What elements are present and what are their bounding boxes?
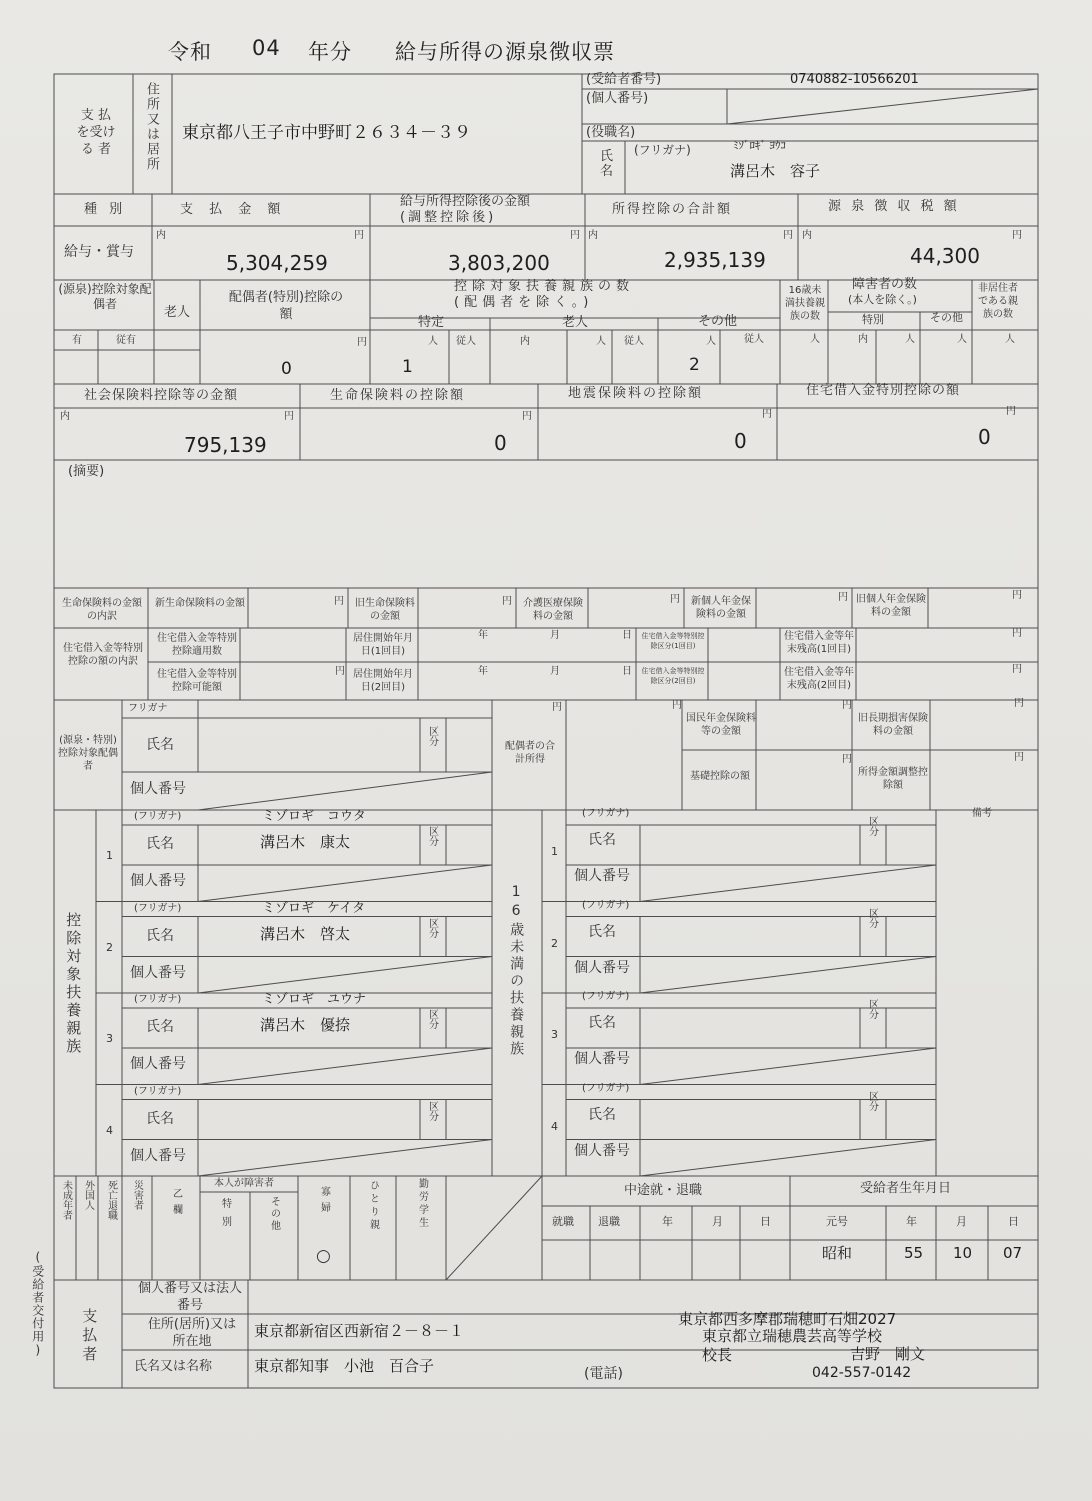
under16-kubun-label: 区分 xyxy=(866,999,878,1019)
grid-line xyxy=(640,865,936,902)
birth-era: 昭和 xyxy=(822,1244,853,1262)
year-mark: 年 xyxy=(662,1215,673,1228)
payer-address: 東京都新宿区西新宿２－８－１ xyxy=(254,1322,465,1340)
old-life-label: 旧生命保険料の金額 xyxy=(355,598,415,622)
birth-month: 10 xyxy=(953,1244,973,1262)
yen-mark: 円 xyxy=(357,337,367,348)
disabled-special-header: 特別 xyxy=(862,313,884,326)
in-mark: 内 xyxy=(60,411,70,422)
disaster-flag-label: 災害者 xyxy=(131,1180,143,1210)
pay-header: 支 払 金 額 xyxy=(180,202,287,217)
personal-no-label: (個人番号) xyxy=(586,91,649,106)
balance1-label: 住宅借入金等年末残高(1回目) xyxy=(784,631,854,655)
dependent-furigana-label: (フリガナ) xyxy=(134,994,182,1005)
yen-mark: 円 xyxy=(1014,752,1024,763)
under16-row-no: 1 xyxy=(551,845,558,858)
yen-mark: 円 xyxy=(672,700,682,711)
life-ins-value: 0 xyxy=(494,431,507,455)
dependent-personal-no-label: 個人番号 xyxy=(130,1147,186,1164)
recipient-no-label: (受給者番号) xyxy=(586,72,662,87)
elderly-spouse-header: 老人 xyxy=(164,305,191,320)
stamp-school: 東京都立瑞穂農芸高等学校 xyxy=(702,1327,883,1345)
recipient-furigana: ﾐｿﾞﾛｷﾞ ﾖｳｺ xyxy=(733,139,786,152)
start2-label: 居住開始年月日(2回目) xyxy=(353,669,413,693)
dependents-label: 控除対象扶養親族 xyxy=(64,912,83,1056)
yen-mark: 円 xyxy=(838,592,848,603)
month-mark: 月 xyxy=(712,1215,723,1228)
widow-flag-label: 寡婦 xyxy=(318,1186,330,1218)
birth-label: 受給者生年月日 xyxy=(860,1181,952,1196)
housing-breakdown-label: 住宅借入金等特別控除の額の内訳 xyxy=(63,643,143,667)
birth-year: 55 xyxy=(904,1244,924,1262)
grid-line xyxy=(640,1140,936,1177)
yen-mark: 円 xyxy=(1006,406,1016,417)
housing-loan-value: 0 xyxy=(978,425,991,449)
dependent-furigana-label: (フリガナ) xyxy=(134,902,182,914)
adjust-label: 所得金額調整控除額 xyxy=(858,767,928,791)
spouse-name-label: 氏名 xyxy=(146,737,174,753)
dependent-mark: 従人 xyxy=(744,334,764,345)
stamp-name: 吉野 剛文 xyxy=(850,1345,926,1363)
tax-header: 源 泉 徴 収 税 額 xyxy=(828,199,960,214)
summary-label: (摘要) xyxy=(68,464,105,479)
era-label: 令和 xyxy=(168,40,212,64)
yen-mark: 円 xyxy=(670,594,680,605)
position-label: (役職名) xyxy=(586,125,636,140)
yen-mark: 円 xyxy=(783,230,793,241)
foreign-flag-label: 外国人 xyxy=(82,1180,94,1210)
housing-count-label: 住宅借入金等特別控除適用数 xyxy=(157,633,237,657)
spouse-furigana-label: フリガナ xyxy=(128,703,168,714)
under16-furigana-label: (フリガナ) xyxy=(582,808,630,819)
start1-label: 居住開始年月日(1回目) xyxy=(353,633,413,657)
under16-row-no: 2 xyxy=(551,936,558,950)
new-life-label: 新生命保険料の金額 xyxy=(155,598,245,609)
yen-mark: 円 xyxy=(842,754,852,765)
type-header: 種 別 xyxy=(84,202,127,217)
dependent-furigana-label: (フリガナ) xyxy=(134,1085,182,1097)
after-amount: 3,803,200 xyxy=(448,251,550,275)
person-mark: 人 xyxy=(596,336,606,347)
under16-furigana-label: (フリガナ) xyxy=(582,991,630,1002)
dependents-header: 控除対象扶養親族の数 xyxy=(454,279,635,294)
recipient-address: 東京都八王子市中野町２６３４－３９ xyxy=(182,123,471,143)
name-label: 氏 名 xyxy=(600,149,614,179)
dependent-name-label: 氏名 xyxy=(146,1019,174,1035)
dependents-header-2: (配偶者を除く。) xyxy=(454,295,594,310)
yen-mark: 円 xyxy=(1012,590,1022,601)
day-mark: 日 xyxy=(760,1215,771,1228)
birth-day: 07 xyxy=(1003,1244,1023,1262)
yen-mark: 円 xyxy=(552,702,562,713)
recipient-name: 溝呂木 容子 xyxy=(730,162,821,180)
care-label: 介護医療保険料の金額 xyxy=(523,598,583,622)
housing-possible-label: 住宅借入金等特別控除可能額 xyxy=(157,669,237,693)
under16-kubun-label: 区分 xyxy=(866,816,878,836)
other-header: その他 xyxy=(698,314,738,329)
dependent-row-no: 2 xyxy=(106,940,113,954)
under16-name-label: 氏名 xyxy=(588,923,616,940)
kubun1-label: 住宅借入金等特別控除区分(1回目) xyxy=(641,632,705,650)
grid-line xyxy=(198,865,492,902)
payer-address-label: 住所(居所)又は所在地 xyxy=(147,1317,237,1349)
dependent-name: 溝呂木 優捺 xyxy=(260,1016,351,1034)
under16-dependents-label: 16歳未満の扶養親族 xyxy=(508,884,525,1058)
grid-line xyxy=(198,1140,492,1177)
other-count: 2 xyxy=(689,355,700,375)
dependent-row-no: 4 xyxy=(106,1123,113,1137)
dependent-kubun-label: 区分 xyxy=(426,1100,438,1121)
old-pension-label: 旧個人年金保険料の金額 xyxy=(856,594,926,618)
yen-mark: 円 xyxy=(1014,698,1024,709)
spouse-kubun-label: 区分 xyxy=(426,726,438,746)
day-mark: 日 xyxy=(1008,1215,1019,1228)
death-flag-label: 死亡退職 xyxy=(105,1180,117,1220)
under16-kubun-label: 区分 xyxy=(866,907,878,928)
dependent-name: 溝呂木 啓太 xyxy=(260,924,351,943)
stamp-phone: 042-557-0142 xyxy=(812,1365,912,1381)
month-mark: 月 xyxy=(956,1215,967,1228)
spouse-personal-no-label: 個人番号 xyxy=(130,781,186,797)
self-disabled-label: 本人が障害者 xyxy=(214,1178,274,1189)
phone-label: (電話) xyxy=(584,1366,623,1382)
dependent-furigana: ミゾロギ ケイタ xyxy=(262,900,366,916)
person-mark: 人 xyxy=(428,336,438,347)
under16-row-no: 4 xyxy=(551,1119,558,1133)
self-disabled-other: その他 xyxy=(268,1196,280,1232)
recipient-no: 0740882-10566201 xyxy=(790,72,919,87)
furigana-label: (フリガナ) xyxy=(634,143,691,157)
quake-ins-value: 0 xyxy=(734,429,747,453)
page-title: 給与所得の源泉徴収票 xyxy=(395,40,615,64)
specific-count: 1 xyxy=(402,357,413,377)
housing-loan-header: 住宅借入金特別控除の額 xyxy=(806,383,961,398)
self-disabled-special: 特別 xyxy=(219,1198,231,1234)
social-ins-value: 795,139 xyxy=(184,433,267,457)
under16-furigana-label: (フリガナ) xyxy=(582,1082,630,1094)
person-mark: 人 xyxy=(1005,334,1015,345)
yen-mark: 円 xyxy=(762,409,772,420)
person-mark: 人 xyxy=(706,336,716,347)
life-ins-header: 生命保険料の控除額 xyxy=(330,388,466,403)
deduct-amount: 2,935,139 xyxy=(664,248,766,272)
payer-name-label: 氏名又は名称 xyxy=(134,1359,213,1374)
otsu-flag-label: 乙欄 xyxy=(170,1188,182,1220)
dependent-personal-no-label: 個人番号 xyxy=(130,964,186,981)
under16-personal-no-label: 個人番号 xyxy=(574,959,630,976)
tax-amount: 44,300 xyxy=(910,244,980,268)
retired-label: 退職 xyxy=(598,1215,620,1228)
new-pension-label: 新個人年金保険料の金額 xyxy=(691,596,751,620)
day-mark: 日 xyxy=(622,630,632,641)
widow-mark: ○ xyxy=(316,1246,331,1266)
year-mark: 年 xyxy=(478,666,488,677)
pay-amount: 5,304,259 xyxy=(226,251,328,275)
midyear-label: 中途就・退職 xyxy=(624,1183,703,1198)
social-ins-header: 社会保険料控除等の金額 xyxy=(84,388,239,403)
spouse-deduction-value: 0 xyxy=(281,359,292,379)
under16-row-no: 3 xyxy=(551,1028,558,1041)
specific-header: 特定 xyxy=(418,315,445,330)
dependent-kubun-label: 区分 xyxy=(426,917,438,938)
working-student-label: 勤労学生 xyxy=(416,1178,428,1230)
year-mark: 年 xyxy=(906,1215,917,1228)
in-mark: 内 xyxy=(858,334,868,345)
yen-mark: 円 xyxy=(502,596,512,607)
year-mark: 年 xyxy=(478,630,488,641)
payer-label: 支払者 xyxy=(80,1308,99,1365)
dependent-personal-no-label: 個人番号 xyxy=(130,873,186,889)
dependent-furigana-label: (フリガナ) xyxy=(134,811,182,822)
person-mark: 人 xyxy=(810,334,820,345)
employed-label: 就職 xyxy=(552,1215,574,1228)
life-breakdown-label: 生命保険料の金額の内訳 xyxy=(62,598,142,622)
yen-mark: 円 xyxy=(335,666,345,677)
dependent-name-label: 氏名 xyxy=(146,836,174,852)
recipient-copy-label: (受給者交付用) xyxy=(30,1250,45,1358)
dependent-mark: 従人 xyxy=(456,336,476,347)
year-suffix: 年分 xyxy=(308,40,352,64)
month-mark: 月 xyxy=(550,666,560,677)
month-mark: 月 xyxy=(550,630,560,641)
single-parent-label: ひとり親 xyxy=(367,1180,379,1232)
dependent-row-no: 1 xyxy=(106,849,113,862)
grid-line xyxy=(640,957,936,994)
era-col-label: 元号 xyxy=(826,1215,848,1228)
under16-header: 16歳未満扶養親族の数 xyxy=(785,285,825,322)
spouse-income-label: 配偶者の合計所得 xyxy=(505,741,555,765)
address-label: 住所又は居所 xyxy=(143,82,159,172)
remarks-label: 備考 xyxy=(972,808,992,819)
dependent-row-no: 3 xyxy=(106,1032,113,1045)
elderly-header: 老人 xyxy=(562,315,589,330)
disabled-other-header: その他 xyxy=(930,311,963,324)
salary-row-label: 給与・賞与 xyxy=(64,244,134,260)
yen-mark: 円 xyxy=(284,411,294,422)
year-value: 04 xyxy=(252,36,281,60)
in-mark: 内 xyxy=(588,230,598,241)
dependent-mark: 従人 xyxy=(624,336,644,347)
in-mark: 内 xyxy=(802,230,812,241)
dependent-name-label: 氏名 xyxy=(146,927,174,944)
deduct-header: 所得控除の合計額 xyxy=(612,202,733,217)
spouse-header: (源泉)控除対象配偶者 xyxy=(58,282,152,311)
dependent-name: 溝呂木 康太 xyxy=(260,833,351,851)
yen-mark: 円 xyxy=(1012,664,1022,675)
under16-name-label: 氏名 xyxy=(588,1015,616,1031)
dependent-name-label: 氏名 xyxy=(146,1110,174,1127)
basic-deduction-label: 基礎控除の額 xyxy=(690,771,750,782)
dependent-furigana: ミゾロギ ユウナ xyxy=(262,992,367,1007)
minor-flag-label: 未成年者 xyxy=(60,1180,72,1220)
stamp-role: 校長 xyxy=(702,1346,733,1364)
under16-kubun-label: 区分 xyxy=(866,1090,878,1111)
yen-mark: 円 xyxy=(570,230,580,241)
disabled-header: 障害者の数 xyxy=(852,277,918,292)
dependent-kubun-label: 区分 xyxy=(426,1009,438,1029)
grid-line xyxy=(198,957,492,994)
yen-mark: 円 xyxy=(1012,230,1022,241)
under16-personal-no-label: 個人番号 xyxy=(574,1142,630,1159)
has-spouse: 有 xyxy=(72,335,82,346)
under16-personal-no-label: 個人番号 xyxy=(574,1051,630,1067)
old-damage-label: 旧長期損害保険料の金額 xyxy=(858,713,928,737)
day-mark: 日 xyxy=(622,666,632,677)
grid-line xyxy=(640,1048,936,1085)
dependent-kubun-label: 区分 xyxy=(426,826,438,846)
quake-ins-header: 地震保険料の控除額 xyxy=(568,386,704,401)
has-spouse-sub: 従有 xyxy=(116,335,136,346)
dependent-furigana: ミゾロギ コウタ xyxy=(262,809,366,824)
yen-mark: 円 xyxy=(334,596,344,607)
spouse-detail-label: (源泉・特別)控除対象配偶者 xyxy=(58,735,118,772)
person-mark: 人 xyxy=(957,334,967,345)
spouse-deduction-header: 配偶者(特別)控除の額 xyxy=(228,290,344,322)
yen-mark: 円 xyxy=(522,411,532,422)
disabled-header-2: (本人を除く。) xyxy=(848,293,917,306)
kubun2-label: 住宅借入金等特別控除区分(2回目) xyxy=(641,667,705,685)
under16-furigana-label: (フリガナ) xyxy=(582,899,630,911)
in-mark: 内 xyxy=(520,336,530,347)
yen-mark: 円 xyxy=(1012,628,1022,639)
under16-name-label: 氏名 xyxy=(588,1106,616,1123)
nonresident-header: 非居住者である親族の数 xyxy=(978,283,1018,320)
under16-personal-no-label: 個人番号 xyxy=(574,868,630,884)
after-header: 給与所得控除後の金額 xyxy=(400,194,531,209)
yen-mark: 円 xyxy=(842,700,852,711)
balance2-label: 住宅借入金等年末残高(2回目) xyxy=(784,667,854,691)
payer-id-label: 個人番号又は法人番号 xyxy=(137,1281,242,1313)
payer-name: 東京都知事 小池 百合子 xyxy=(254,1357,435,1375)
after-header-2: (調整控除後) xyxy=(400,210,497,225)
grid-line xyxy=(198,1048,492,1085)
person-mark: 人 xyxy=(905,334,915,345)
yen-mark: 円 xyxy=(354,230,364,241)
stamp-address: 東京都西多摩郡瑞穂町石畑2027 xyxy=(678,1310,897,1328)
dependent-personal-no-label: 個人番号 xyxy=(130,1056,186,1072)
under16-name-label: 氏名 xyxy=(588,832,616,848)
in-mark: 内 xyxy=(156,230,166,241)
pension-label: 国民年金保険料等の金額 xyxy=(686,713,756,737)
payee-label: 支 払 を受け る 者 xyxy=(76,108,116,157)
